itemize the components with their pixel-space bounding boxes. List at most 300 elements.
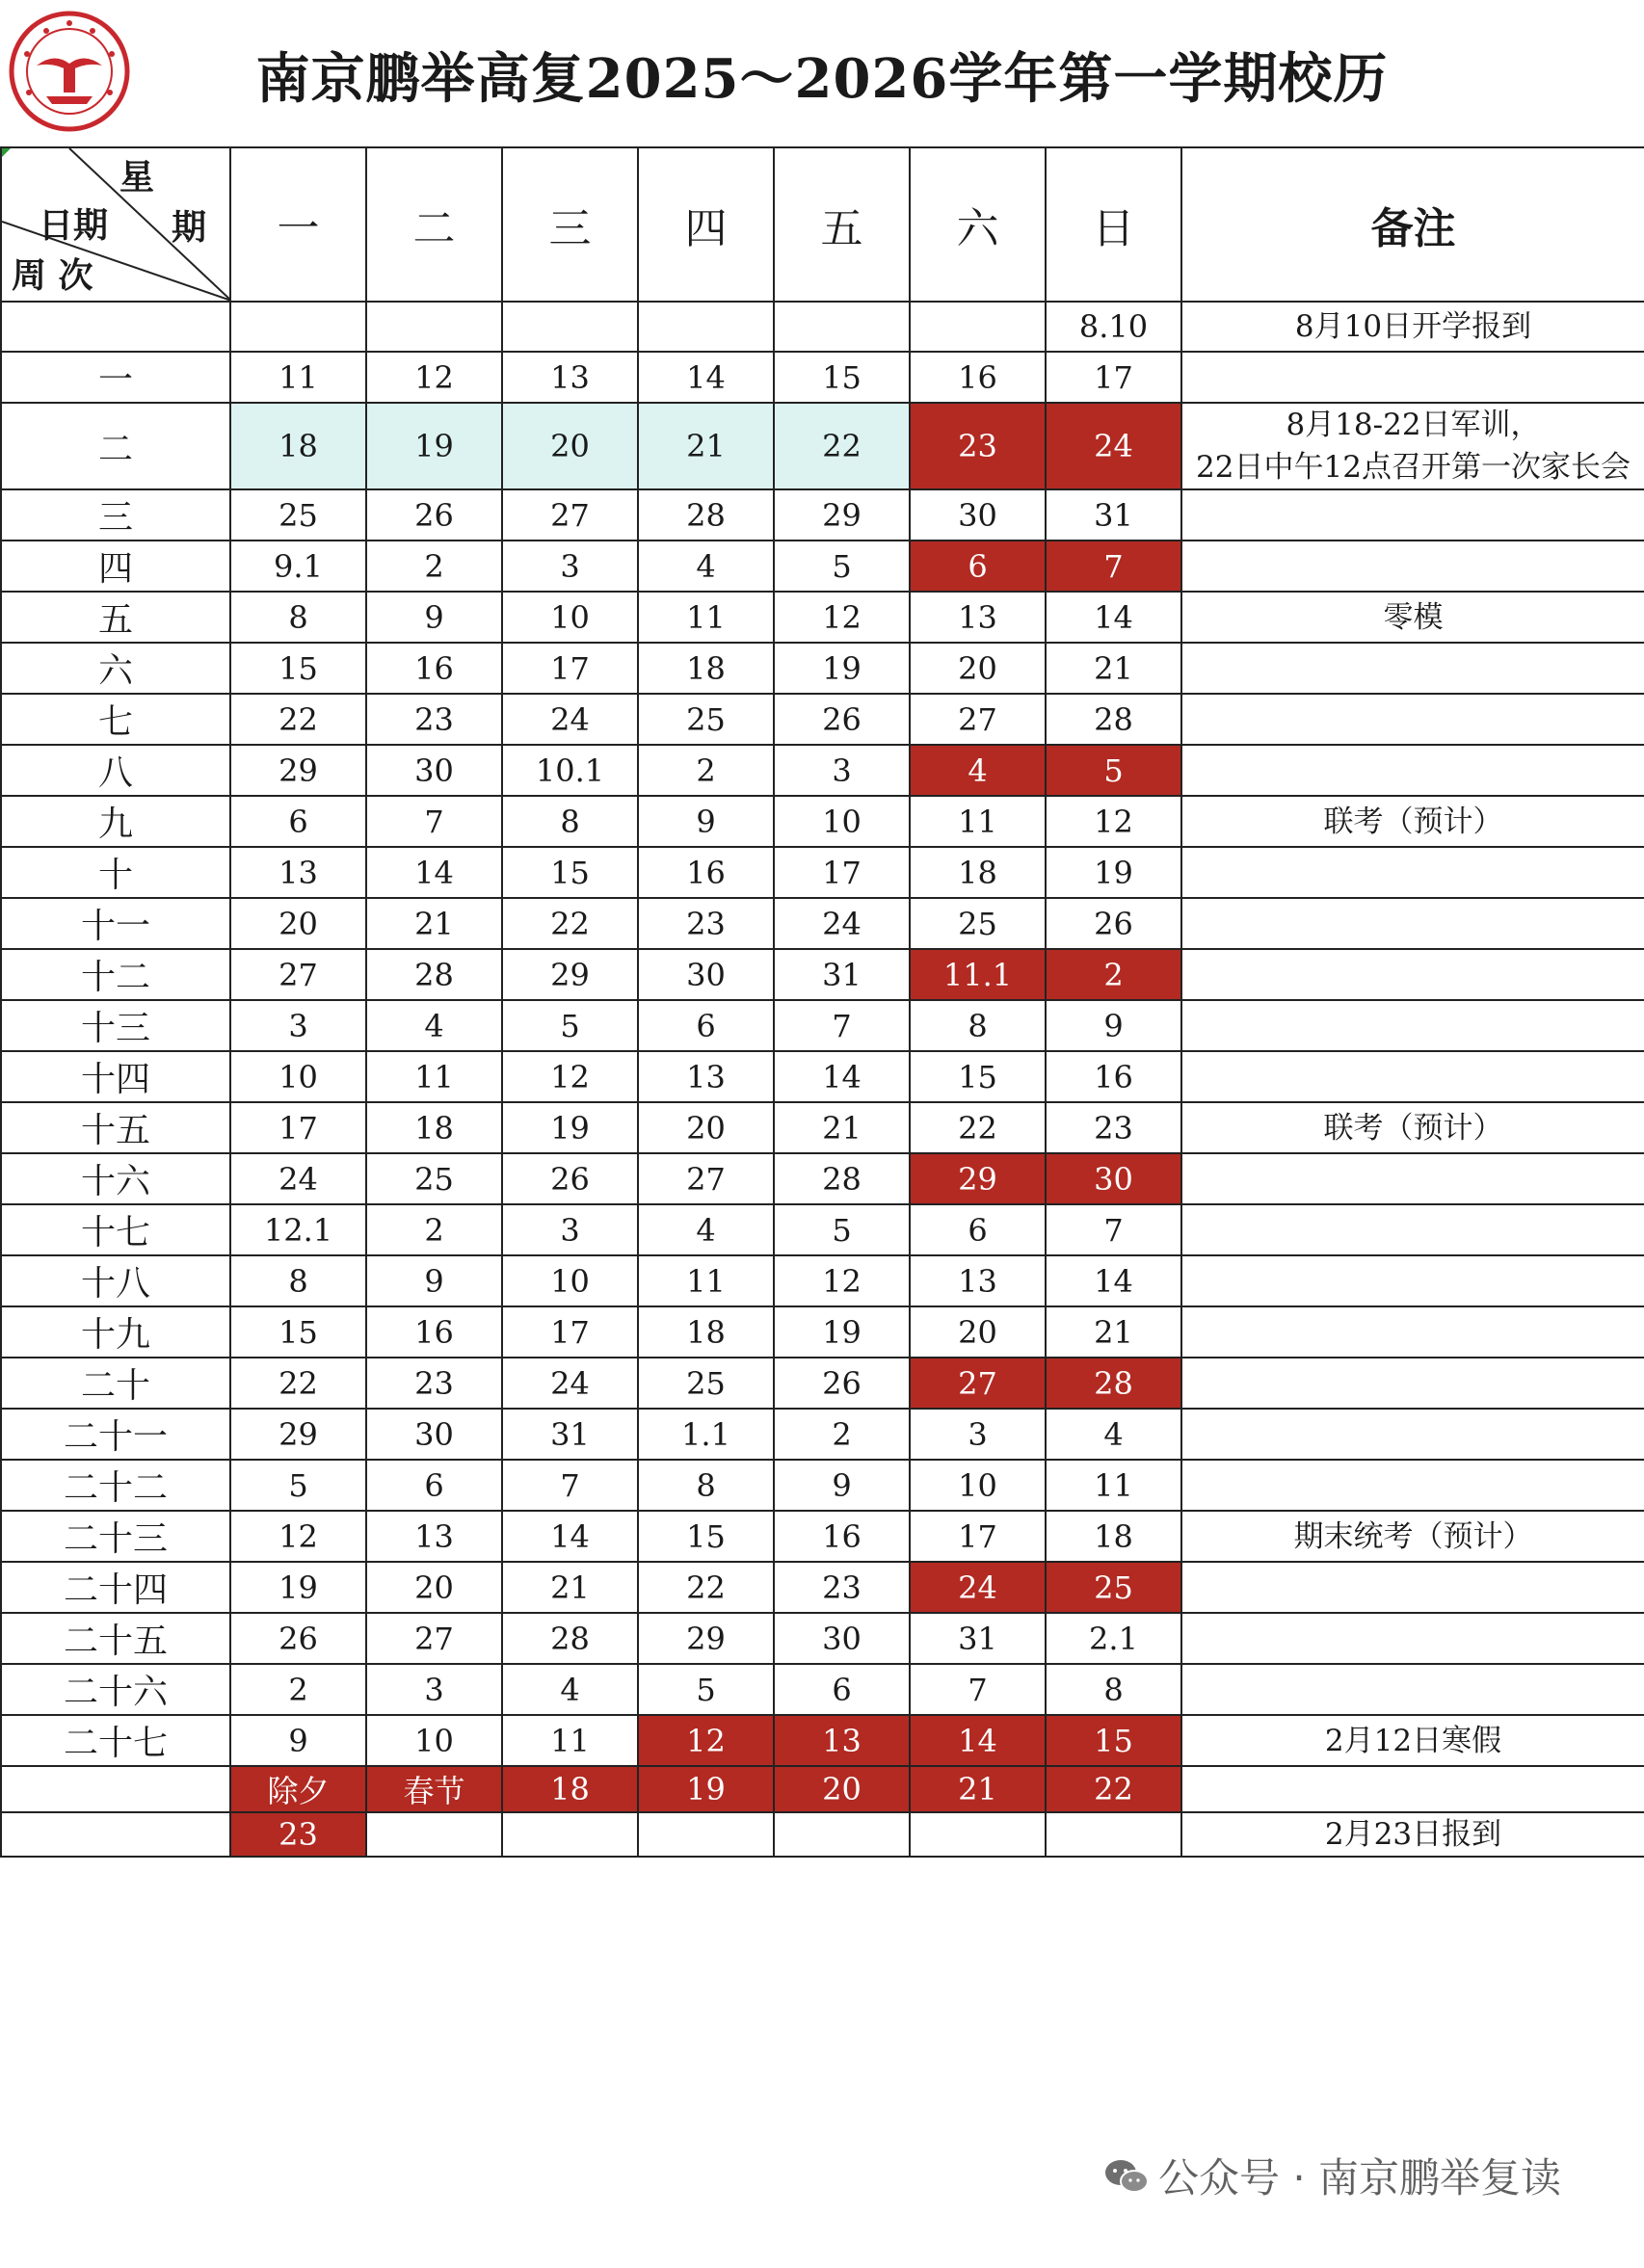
date-cell bbox=[638, 302, 774, 352]
date-cell: 26 bbox=[774, 1358, 910, 1409]
date-cell: 10 bbox=[502, 592, 638, 643]
date-cell: 16 bbox=[366, 1306, 502, 1358]
note-cell bbox=[1181, 1255, 1644, 1306]
date-cell: 18 bbox=[638, 643, 774, 694]
date-cell: 13 bbox=[502, 352, 638, 403]
date-cell: 22 bbox=[230, 1358, 366, 1409]
week-number-cell: 十六 bbox=[1, 1153, 230, 1204]
week-row bbox=[1, 1562, 1644, 1613]
week-row bbox=[1, 898, 1644, 949]
date-cell: 28 bbox=[638, 489, 774, 541]
date-cell: 2 bbox=[366, 1204, 502, 1255]
date-cell: 17 bbox=[502, 643, 638, 694]
date-cell: 23 bbox=[910, 403, 1046, 489]
date-cell: 5 bbox=[230, 1460, 366, 1511]
note-cell bbox=[1181, 1358, 1644, 1409]
date-cell: 11 bbox=[638, 1255, 774, 1306]
date-cell: 5 bbox=[638, 1664, 774, 1715]
week-row bbox=[1, 1766, 1644, 1812]
date-cell: 春节 bbox=[366, 1766, 502, 1812]
date-cell: 13 bbox=[230, 847, 366, 898]
date-cell: 12 bbox=[638, 1715, 774, 1766]
note-line: 22日中午12点召开第一次家长会 bbox=[1196, 450, 1631, 485]
date-cell: 24 bbox=[1046, 403, 1181, 489]
date-cell: 15 bbox=[910, 1051, 1046, 1102]
date-cell: 12 bbox=[502, 1051, 638, 1102]
date-cell: 10 bbox=[502, 1255, 638, 1306]
date-cell: 14 bbox=[1046, 592, 1181, 643]
date-cell bbox=[638, 1812, 774, 1857]
date-cell: 25 bbox=[910, 898, 1046, 949]
date-cell: 22 bbox=[910, 1102, 1046, 1153]
date-cell: 5 bbox=[502, 1000, 638, 1051]
week-number-cell: 十五 bbox=[1, 1102, 230, 1153]
date-cell: 18 bbox=[638, 1306, 774, 1358]
week-row bbox=[1, 1000, 1644, 1051]
week-number-cell: 二十三 bbox=[1, 1511, 230, 1562]
date-cell: 27 bbox=[638, 1153, 774, 1204]
week-number-cell: 二十六 bbox=[1, 1664, 230, 1715]
day-header: 六 bbox=[910, 147, 1046, 302]
week-row bbox=[1, 1409, 1644, 1460]
date-cell: 3 bbox=[910, 1409, 1046, 1460]
date-cell: 31 bbox=[502, 1409, 638, 1460]
date-cell: 30 bbox=[366, 1409, 502, 1460]
week-row bbox=[1, 1358, 1644, 1409]
note-cell: 8月10日开学报到 bbox=[1181, 302, 1644, 352]
date-cell: 17 bbox=[910, 1511, 1046, 1562]
date-cell: 20 bbox=[230, 898, 366, 949]
date-cell: 14 bbox=[910, 1715, 1046, 1766]
week-number-cell: 二十二 bbox=[1, 1460, 230, 1511]
week-row bbox=[1, 643, 1644, 694]
note-cell: 联考（预计） bbox=[1181, 796, 1644, 847]
week-number-cell: 三 bbox=[1, 489, 230, 541]
date-cell: 15 bbox=[638, 1511, 774, 1562]
date-cell: 16 bbox=[638, 847, 774, 898]
week-row bbox=[1, 592, 1644, 643]
date-cell: 5 bbox=[774, 541, 910, 592]
note-cell: 2月12日寒假 bbox=[1181, 1715, 1644, 1766]
week-number-cell: 十七 bbox=[1, 1204, 230, 1255]
date-cell: 6 bbox=[230, 796, 366, 847]
date-cell: 9 bbox=[638, 796, 774, 847]
date-cell: 12 bbox=[774, 1255, 910, 1306]
week-number-cell: 十八 bbox=[1, 1255, 230, 1306]
week-row bbox=[1, 1102, 1644, 1153]
date-cell: 14 bbox=[366, 847, 502, 898]
watermark bbox=[1104, 2147, 1605, 2204]
date-cell: 10 bbox=[366, 1715, 502, 1766]
date-cell: 3 bbox=[230, 1000, 366, 1051]
week-number-cell: 四 bbox=[1, 541, 230, 592]
date-cell: 6 bbox=[774, 1664, 910, 1715]
date-cell: 12 bbox=[366, 352, 502, 403]
week-row bbox=[1, 1812, 1644, 1857]
date-cell: 18 bbox=[366, 1102, 502, 1153]
date-cell: 21 bbox=[774, 1102, 910, 1153]
date-cell: 20 bbox=[910, 643, 1046, 694]
date-cell: 3 bbox=[774, 745, 910, 796]
date-cell: 17 bbox=[1046, 352, 1181, 403]
note-cell: 零模 bbox=[1181, 592, 1644, 643]
week-number-cell: 九 bbox=[1, 796, 230, 847]
date-cell bbox=[774, 1812, 910, 1857]
note-cell bbox=[1181, 1000, 1644, 1051]
date-cell: 16 bbox=[1046, 1051, 1181, 1102]
date-cell bbox=[502, 302, 638, 352]
date-cell: 12 bbox=[230, 1511, 366, 1562]
date-cell bbox=[366, 1812, 502, 1857]
date-cell: 13 bbox=[638, 1051, 774, 1102]
date-cell: 25 bbox=[1046, 1562, 1181, 1613]
date-cell: 20 bbox=[910, 1306, 1046, 1358]
day-header: 三 bbox=[502, 147, 638, 302]
note-cell bbox=[1181, 541, 1644, 592]
date-cell: 5 bbox=[774, 1204, 910, 1255]
week-number-cell: 二十一 bbox=[1, 1409, 230, 1460]
date-cell: 10.1 bbox=[502, 745, 638, 796]
date-cell: 21 bbox=[638, 403, 774, 489]
date-cell: 16 bbox=[366, 643, 502, 694]
week-row bbox=[1, 1715, 1644, 1766]
date-cell: 21 bbox=[910, 1766, 1046, 1812]
week-number-cell bbox=[1, 302, 230, 352]
day-header: 日 bbox=[1046, 147, 1181, 302]
date-cell: 28 bbox=[502, 1613, 638, 1664]
date-cell: 2 bbox=[366, 541, 502, 592]
date-cell: 19 bbox=[774, 643, 910, 694]
week-number-cell: 十三 bbox=[1, 1000, 230, 1051]
date-cell: 24 bbox=[502, 1358, 638, 1409]
note-cell: 期末统考（预计） bbox=[1181, 1511, 1644, 1562]
date-cell: 3 bbox=[502, 1204, 638, 1255]
date-cell: 15 bbox=[1046, 1715, 1181, 1766]
note-header: 备注 bbox=[1181, 147, 1644, 302]
date-cell: 30 bbox=[774, 1613, 910, 1664]
note-cell bbox=[1181, 1306, 1644, 1358]
note-cell bbox=[1181, 1153, 1644, 1204]
date-cell: 2 bbox=[774, 1409, 910, 1460]
week-row bbox=[1, 541, 1644, 592]
date-cell: 15 bbox=[502, 847, 638, 898]
date-cell: 20 bbox=[502, 403, 638, 489]
date-cell: 23 bbox=[1046, 1102, 1181, 1153]
date-cell: 15 bbox=[230, 643, 366, 694]
date-cell: 16 bbox=[774, 1511, 910, 1562]
date-cell: 18 bbox=[910, 847, 1046, 898]
date-cell: 7 bbox=[502, 1460, 638, 1511]
week-row bbox=[1, 1204, 1644, 1255]
week-number-cell: 七 bbox=[1, 694, 230, 745]
date-cell: 11 bbox=[366, 1051, 502, 1102]
date-cell: 29 bbox=[502, 949, 638, 1000]
date-cell: 8 bbox=[910, 1000, 1046, 1051]
week-number-cell: 二十七 bbox=[1, 1715, 230, 1766]
date-cell: 13 bbox=[910, 1255, 1046, 1306]
date-cell: 23 bbox=[230, 1812, 366, 1857]
week-number-cell bbox=[1, 1766, 230, 1812]
date-cell: 30 bbox=[1046, 1153, 1181, 1204]
date-cell: 11 bbox=[1046, 1460, 1181, 1511]
date-cell: 25 bbox=[638, 694, 774, 745]
date-cell: 4 bbox=[638, 541, 774, 592]
note-cell bbox=[1181, 1766, 1644, 1812]
date-cell: 6 bbox=[366, 1460, 502, 1511]
date-cell: 26 bbox=[366, 489, 502, 541]
week-row bbox=[1, 694, 1644, 745]
note-cell bbox=[1181, 949, 1644, 1000]
date-cell: 8 bbox=[230, 1255, 366, 1306]
week-row bbox=[1, 1255, 1644, 1306]
week-row bbox=[1, 949, 1644, 1000]
date-cell: 11 bbox=[638, 592, 774, 643]
date-cell: 2 bbox=[1046, 949, 1181, 1000]
date-cell: 28 bbox=[1046, 1358, 1181, 1409]
week-row bbox=[1, 796, 1644, 847]
date-cell: 7 bbox=[774, 1000, 910, 1051]
day-header: 二 bbox=[366, 147, 502, 302]
date-cell: 17 bbox=[502, 1306, 638, 1358]
week-row bbox=[1, 1613, 1644, 1664]
date-cell: 10 bbox=[774, 796, 910, 847]
date-cell: 13 bbox=[366, 1511, 502, 1562]
date-cell: 22 bbox=[230, 694, 366, 745]
date-cell: 22 bbox=[774, 403, 910, 489]
week-number-cell: 十二 bbox=[1, 949, 230, 1000]
date-cell: 29 bbox=[230, 1409, 366, 1460]
note-cell bbox=[1181, 1460, 1644, 1511]
date-cell: 15 bbox=[774, 352, 910, 403]
day-header: 四 bbox=[638, 147, 774, 302]
date-cell: 18 bbox=[502, 1766, 638, 1812]
date-cell: 12 bbox=[1046, 796, 1181, 847]
date-cell: 6 bbox=[910, 1204, 1046, 1255]
date-cell: 3 bbox=[502, 541, 638, 592]
watermark-text: 公众号 · 南京鹏举复读 bbox=[1158, 2154, 1562, 2202]
header-row bbox=[1, 147, 1644, 302]
date-cell: 30 bbox=[638, 949, 774, 1000]
date-cell: 8.10 bbox=[1046, 302, 1181, 352]
corner-header-cell bbox=[1, 147, 230, 302]
note-cell bbox=[1181, 1562, 1644, 1613]
date-cell: 4 bbox=[1046, 1409, 1181, 1460]
week-number-cell: 十一 bbox=[1, 898, 230, 949]
date-cell: 19 bbox=[230, 1562, 366, 1613]
week-row bbox=[1, 847, 1644, 898]
date-cell: 10 bbox=[230, 1051, 366, 1102]
date-cell: 8 bbox=[1046, 1664, 1181, 1715]
date-cell: 29 bbox=[638, 1613, 774, 1664]
week-row bbox=[1, 1306, 1644, 1358]
week-number-cell: 六 bbox=[1, 643, 230, 694]
note-cell bbox=[1181, 1409, 1644, 1460]
date-cell: 25 bbox=[366, 1153, 502, 1204]
corner-label-xing: 星 bbox=[119, 157, 155, 198]
date-cell: 17 bbox=[230, 1102, 366, 1153]
date-cell: 22 bbox=[1046, 1766, 1181, 1812]
date-cell: 19 bbox=[1046, 847, 1181, 898]
date-cell: 9.1 bbox=[230, 541, 366, 592]
date-cell: 6 bbox=[638, 1000, 774, 1051]
note-cell: 联考（预计） bbox=[1181, 1102, 1644, 1153]
day-header: 一 bbox=[230, 147, 366, 302]
date-cell: 21 bbox=[366, 898, 502, 949]
note-cell bbox=[1181, 352, 1644, 403]
date-cell: 27 bbox=[366, 1613, 502, 1664]
date-cell: 23 bbox=[366, 694, 502, 745]
date-cell: 26 bbox=[1046, 898, 1181, 949]
date-cell: 28 bbox=[366, 949, 502, 1000]
date-cell: 12.1 bbox=[230, 1204, 366, 1255]
date-cell: 7 bbox=[366, 796, 502, 847]
date-cell bbox=[1046, 1812, 1181, 1857]
date-cell: 3 bbox=[366, 1664, 502, 1715]
date-cell: 12 bbox=[774, 592, 910, 643]
note-cell bbox=[1181, 898, 1644, 949]
date-cell: 24 bbox=[910, 1562, 1046, 1613]
date-cell: 13 bbox=[774, 1715, 910, 1766]
date-cell: 26 bbox=[774, 694, 910, 745]
date-cell: 8 bbox=[230, 592, 366, 643]
date-cell: 7 bbox=[1046, 541, 1181, 592]
week-number-cell: 十 bbox=[1, 847, 230, 898]
date-cell: 26 bbox=[502, 1153, 638, 1204]
date-cell: 2 bbox=[230, 1664, 366, 1715]
date-cell: 17 bbox=[774, 847, 910, 898]
note-cell bbox=[1181, 694, 1644, 745]
date-cell: 13 bbox=[910, 592, 1046, 643]
date-cell: 除夕 bbox=[230, 1766, 366, 1812]
date-cell: 29 bbox=[230, 745, 366, 796]
date-cell: 23 bbox=[366, 1358, 502, 1409]
week-row bbox=[1, 489, 1644, 541]
date-cell: 26 bbox=[230, 1613, 366, 1664]
corner-label-riqi: 日期 bbox=[39, 205, 109, 246]
date-cell: 19 bbox=[638, 1766, 774, 1812]
date-cell: 4 bbox=[366, 1000, 502, 1051]
date-cell: 14 bbox=[638, 352, 774, 403]
date-cell: 28 bbox=[774, 1153, 910, 1204]
date-cell: 16 bbox=[910, 352, 1046, 403]
calendar-header bbox=[0, 0, 1644, 145]
week-row bbox=[1, 352, 1644, 403]
day-header: 五 bbox=[774, 147, 910, 302]
week-row bbox=[1, 1460, 1644, 1511]
note-cell bbox=[1181, 1613, 1644, 1664]
date-cell: 2.1 bbox=[1046, 1613, 1181, 1664]
date-cell: 23 bbox=[774, 1562, 910, 1613]
date-cell: 20 bbox=[774, 1766, 910, 1812]
date-cell: 14 bbox=[1046, 1255, 1181, 1306]
date-cell: 23 bbox=[638, 898, 774, 949]
date-cell: 21 bbox=[1046, 1306, 1181, 1358]
date-cell: 14 bbox=[502, 1511, 638, 1562]
date-cell: 10 bbox=[910, 1460, 1046, 1511]
date-cell: 4 bbox=[502, 1664, 638, 1715]
date-cell: 19 bbox=[366, 403, 502, 489]
date-cell: 19 bbox=[502, 1102, 638, 1153]
date-cell bbox=[910, 302, 1046, 352]
date-cell: 9 bbox=[366, 1255, 502, 1306]
date-cell: 8 bbox=[638, 1460, 774, 1511]
note-cell bbox=[1181, 1664, 1644, 1715]
date-cell: 28 bbox=[1046, 694, 1181, 745]
date-cell: 7 bbox=[1046, 1204, 1181, 1255]
note-cell bbox=[1181, 403, 1644, 489]
date-cell bbox=[366, 302, 502, 352]
note-cell bbox=[1181, 643, 1644, 694]
corner-label-qi: 期 bbox=[172, 207, 207, 248]
date-cell: 7 bbox=[910, 1664, 1046, 1715]
date-cell: 9 bbox=[366, 592, 502, 643]
week-number-cell: 二十 bbox=[1, 1358, 230, 1409]
week-number-cell: 十九 bbox=[1, 1306, 230, 1358]
date-cell: 31 bbox=[774, 949, 910, 1000]
note-cell bbox=[1181, 847, 1644, 898]
date-cell: 14 bbox=[774, 1051, 910, 1102]
date-cell: 22 bbox=[502, 898, 638, 949]
date-cell: 24 bbox=[502, 694, 638, 745]
date-cell: 31 bbox=[1046, 489, 1181, 541]
date-cell bbox=[910, 1812, 1046, 1857]
date-cell: 5 bbox=[1046, 745, 1181, 796]
week-number-cell: 五 bbox=[1, 592, 230, 643]
date-cell: 9 bbox=[1046, 1000, 1181, 1051]
week-row bbox=[1, 1153, 1644, 1204]
date-cell: 11 bbox=[502, 1715, 638, 1766]
date-cell: 24 bbox=[230, 1153, 366, 1204]
week-number-cell: 二 bbox=[1, 403, 230, 489]
week-row bbox=[1, 745, 1644, 796]
week-row bbox=[1, 1051, 1644, 1102]
week-row bbox=[1, 1664, 1644, 1715]
date-cell: 9 bbox=[230, 1715, 366, 1766]
date-cell: 2 bbox=[638, 745, 774, 796]
note-cell bbox=[1181, 489, 1644, 541]
date-cell: 27 bbox=[230, 949, 366, 1000]
week-row bbox=[1, 302, 1644, 352]
date-cell: 20 bbox=[366, 1562, 502, 1613]
date-cell bbox=[502, 1812, 638, 1857]
date-cell: 27 bbox=[910, 694, 1046, 745]
date-cell: 25 bbox=[638, 1358, 774, 1409]
date-cell: 21 bbox=[502, 1562, 638, 1613]
date-cell: 19 bbox=[774, 1306, 910, 1358]
date-cell: 4 bbox=[638, 1204, 774, 1255]
corner-label-zhouci: 周 次 bbox=[12, 255, 93, 296]
week-number-cell: 八 bbox=[1, 745, 230, 796]
date-cell: 27 bbox=[502, 489, 638, 541]
date-cell: 30 bbox=[910, 489, 1046, 541]
date-cell: 11 bbox=[910, 796, 1046, 847]
note-line: 8月18-22日军训， bbox=[1286, 408, 1541, 442]
note-cell bbox=[1181, 745, 1644, 796]
date-cell: 30 bbox=[366, 745, 502, 796]
note-cell bbox=[1181, 1204, 1644, 1255]
date-cell: 21 bbox=[1046, 643, 1181, 694]
date-cell: 11.1 bbox=[910, 949, 1046, 1000]
date-cell: 27 bbox=[910, 1358, 1046, 1409]
page-title: 南京鹏举高复2025～2026学年第一学期校历 bbox=[255, 47, 1389, 111]
date-cell: 1.1 bbox=[638, 1409, 774, 1460]
week-number-cell bbox=[1, 1812, 230, 1857]
week-number-cell: 一 bbox=[1, 352, 230, 403]
week-number-cell: 二十四 bbox=[1, 1562, 230, 1613]
date-cell: 11 bbox=[230, 352, 366, 403]
wechat-icon bbox=[1104, 2157, 1149, 2204]
note-cell: 2月23日报到 bbox=[1181, 1812, 1644, 1857]
